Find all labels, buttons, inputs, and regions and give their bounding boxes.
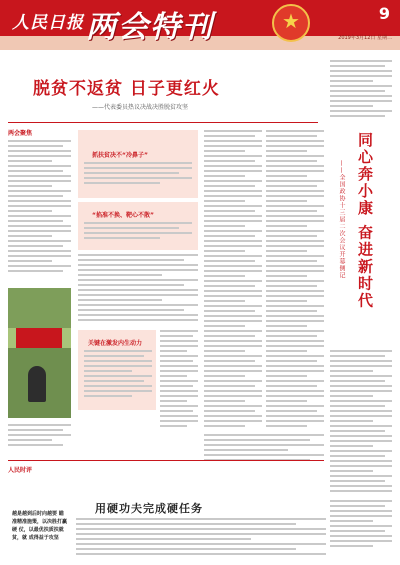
box-text-1: [84, 162, 192, 192]
commentary-body-text: [76, 518, 326, 560]
news-photo: [8, 288, 71, 418]
issue-date: 2019年3月12日 星期二: [338, 35, 392, 41]
newspaper-logo: 人民日报: [12, 13, 84, 33]
section-divider: [8, 122, 318, 123]
right-column-bottom: [330, 350, 392, 495]
photo-caption: [8, 424, 71, 454]
commentary-title: 用硬功夫完成硬任务: [95, 502, 203, 515]
section-label: 两会聚焦: [8, 130, 33, 137]
page-number: 9: [378, 4, 390, 23]
main-headline: 脱贫不返贫 日子更红火: [33, 79, 220, 99]
right-article-subtitle: ——全国政协十三届二次会议开幕侧记: [338, 160, 345, 279]
star-icon: ★: [282, 9, 300, 33]
article-column-2: [204, 130, 262, 430]
box-title-1: 抓扶贫决不“冷鼻子”: [92, 152, 148, 159]
commentary-pull-quote: 越是越到后时向越要 瞄准精准施策，以决胜打赢硬 仗，以最优扶质扶就贫，就 成得益于攻坚: [12, 511, 68, 541]
article-column-3: [266, 130, 324, 430]
right-column-top: [330, 60, 392, 124]
commentary-divider: [8, 460, 324, 461]
special-title: 两会特刊: [86, 10, 214, 45]
box-text-2: [84, 222, 192, 246]
article-column-1c: [160, 330, 198, 430]
right-article-title: 同心奔小康 奋进新时代: [356, 132, 374, 310]
box-title-3: 关键在激发内生动力: [88, 340, 143, 347]
box-text-3: [84, 350, 152, 406]
commentary-section-label: 人民时评: [8, 467, 33, 474]
article-column-1b: [78, 254, 198, 326]
footnote-block: [204, 434, 324, 474]
right-column-footer: [330, 500, 392, 560]
masthead-banner: [0, 0, 400, 50]
national-emblem-icon: [272, 4, 310, 42]
box-title-2: “掐准不换、靶心不散”: [92, 212, 154, 219]
main-subheadline: ——代表委员热议决战决胜脱贫攻坚: [92, 104, 189, 111]
sidebar-body-text: [8, 140, 71, 280]
